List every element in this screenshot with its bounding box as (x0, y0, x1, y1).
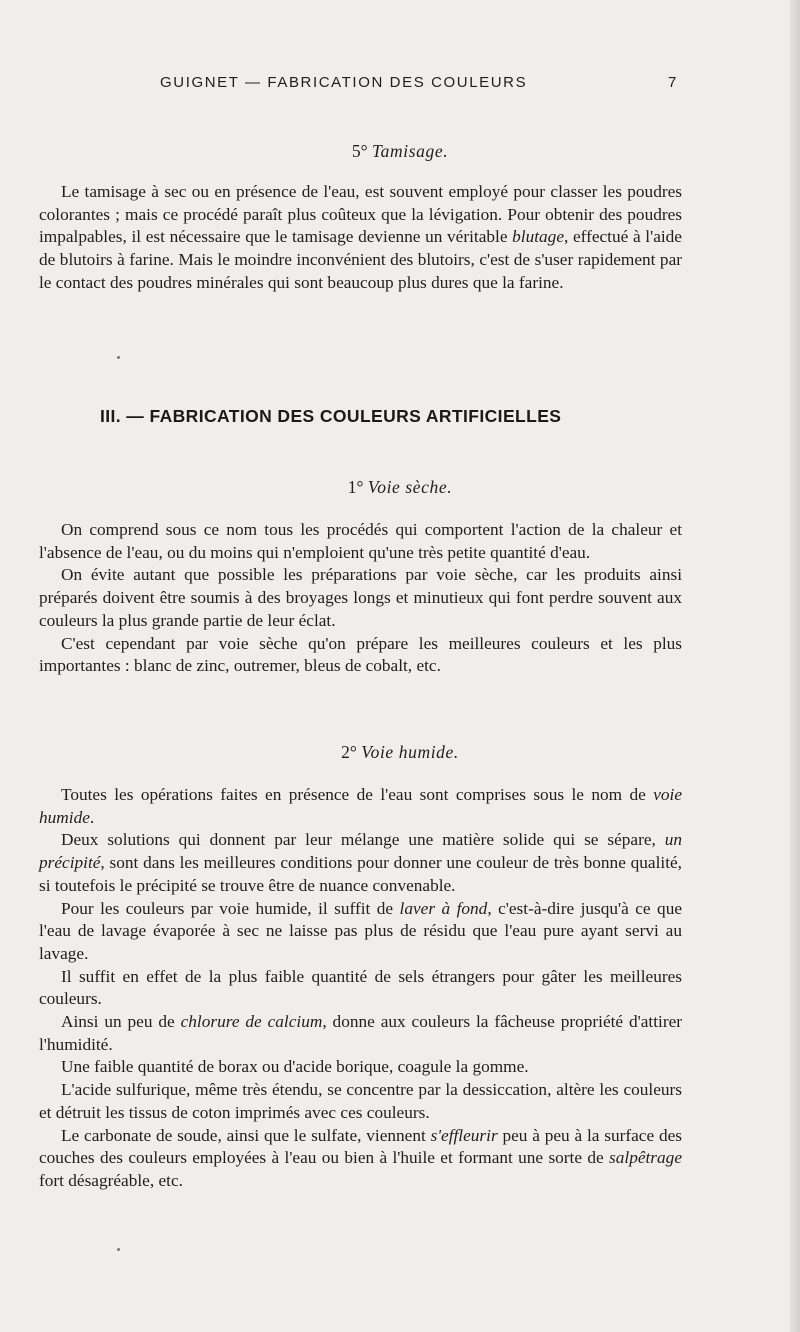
paragraph: C'est cependant par voie sèche qu'on prépare les meilleures couleurs et les plus importantes : blanc de zinc, outremer, bleus de cobalt, etc. (39, 633, 682, 676)
subsection-title: Tamisage. (371, 141, 449, 161)
paragraph: Une faible quantité de borax ou d'acide borique, coagule la gomme. (61, 1057, 529, 1077)
subsection-number: 5° (351, 141, 368, 161)
section-title-iii: III. — FABRICATION DES COULEURS ARTIFICIELLES (100, 406, 562, 426)
paragraph: Il suffit en effet de la plus faible quantité de sels étrangers pour gâter les meilleures couleurs. (39, 966, 682, 1009)
paragraph: Pour les couleurs par voie humide, il suffit de laver à fond, c'est-à-dire jusqu'à ce que l'eau de lavage évaporée à sec ne laisse pas plus de résidu que l'eau pure ayant servi au lavage. (39, 898, 682, 963)
page-speck (117, 356, 120, 359)
paragraph: Le tamisage à sec ou en présence de l'eau, est souvent employé pour classer les poudres colorantes ; mais ce procédé paraît plus coûteux que la lévigation. Pour obtenir des poudres impalpables, il est nécessaire que le tamisage devienne un véritable blutage, effectué à l'aide de blutoirs à farine. Mais le moindre inconvénient des blutoirs, c'est de s'user rapidement par le contact des poudres minérales qui sont beaucoup plus dures que la farine. (39, 182, 682, 292)
paragraph: Le carbonate de soude, ainsi que le sulfate, viennent s'effleurir peu à peu à la surface des couches des couleurs employées à l'eau ou bien à l'huile et formant une sorte de salpêtrage fort désagréable, etc. (39, 1125, 682, 1190)
voie-humide-body (39, 784, 682, 1193)
running-head: GUIGNET — FABRICATION DES COULEURS (160, 74, 528, 91)
subsection-title: Voie humide. (361, 742, 459, 762)
page-number: 7 (668, 74, 678, 91)
subsection-number: 2° (341, 742, 357, 762)
page-speck (117, 1248, 120, 1251)
subsection-title: Voie sèche. (367, 477, 453, 497)
paragraph: On comprend sous ce nom tous les procédés qui comportent l'action de la chaleur et l'absence de l'eau, ou du moins qui n'emploient qu'une très petite quantité d'eau. (39, 520, 682, 562)
paragraph: Deux solutions qui donnent par leur mélange une matière solide qui se sépare, un précipité, sont dans les meilleures conditions pour donner une couleur de très bonne qualité, si toutefois le précipité se trouve être de nuance convenable. (39, 830, 682, 895)
tamisage-body (39, 181, 682, 295)
paragraph: Ainsi un peu de chlorure de calcium, donne aux couleurs la fâcheuse propriété d'attirer l'humidité. (39, 1012, 683, 1054)
page-header (160, 74, 700, 98)
paragraph: L'acide sulfurique, même très étendu, se concentre par la dessiccation, altère les couleurs et détruit les tissus de coton imprimés avec ces couleurs. (39, 1080, 682, 1122)
voie-seche-body (39, 519, 682, 678)
subsection-heading-tamisage (0, 141, 800, 162)
page-edge (790, 0, 800, 1332)
subsection-heading-voie-humide (0, 742, 800, 763)
paragraph: On évite autant que possible les préparations par voie sèche, car les produits ainsi préparés doivent être soumis à des broyages longs et minutieux qui font perdre souvent aux couleurs la plus grande partie de leur éclat. (39, 565, 682, 630)
paragraph: Toutes les opérations faites en présence de l'eau sont comprises sous le nom de voie humide. (39, 785, 682, 827)
subsection-number: 1° (347, 477, 364, 497)
subsection-heading-voie-seche (0, 477, 800, 498)
